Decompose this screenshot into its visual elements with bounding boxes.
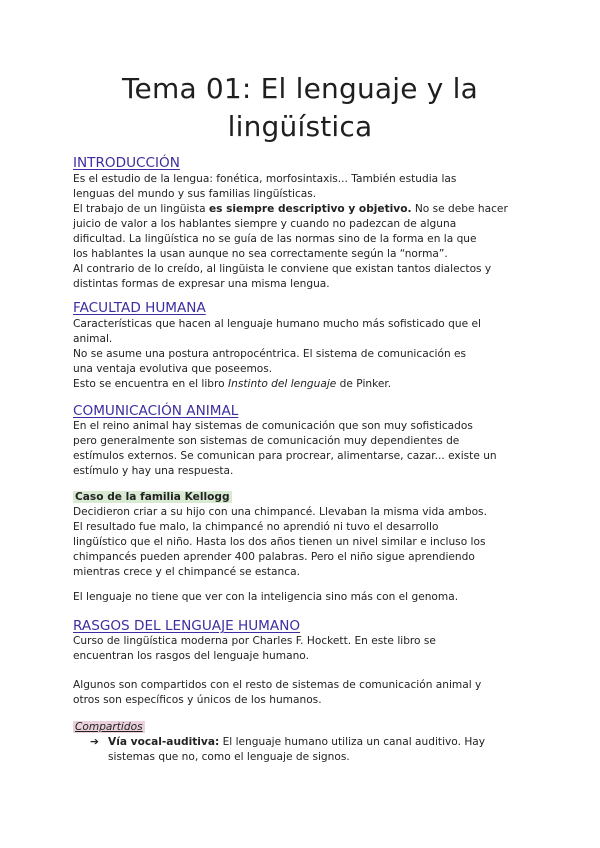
- text-line: [73, 377, 533, 392]
- text-line: lingüístico que el niño. Hasta los dos años tienen un nivel similar e incluso los: [73, 536, 486, 548]
- text-line: pero generalmente son sistemas de comunicación muy dependientes de: [73, 435, 460, 447]
- heading-introduccion: INTRODUCCIÓN: [73, 155, 180, 171]
- bold-run: Vía vocal-auditiva:: [108, 736, 220, 748]
- subheading-familia-kellogg: [73, 490, 232, 505]
- kellogg-paragraph: [73, 505, 533, 580]
- text-line: otros son específicos y únicos de los humanos.: [73, 694, 322, 706]
- text-line: Decidieron criar a su hijo con una chimpancé. Llevaban la misma vida ambos.: [73, 506, 487, 518]
- text-line: chimpancés pueden aprender 400 palabras. Pero el niño sigue aprendiendo: [73, 551, 475, 563]
- heading-comunicacion-animal: COMUNICACIÓN ANIMAL: [73, 403, 239, 419]
- title-line-2: lingüística: [227, 110, 373, 143]
- text-line: lenguas del mundo y sus familias lingüísticas.: [73, 188, 317, 200]
- book-title: Instinto del lenguaje: [228, 378, 337, 390]
- comunicacion-paragraph: [73, 419, 533, 479]
- text-line: Al contrario de lo creído, al lingüista le conviene que existan tantos dialectos y: [73, 263, 492, 275]
- text-line: sistemas que no, como el lenguaje de signos.: [108, 751, 350, 763]
- text-run: No se debe hacer: [411, 203, 508, 215]
- text-run: de Pinker.: [336, 378, 392, 390]
- intro-paragraph: [73, 172, 533, 292]
- text-line: No se asume una postura antropocéntrica. El sistema de comunicación es: [73, 348, 467, 360]
- title-line-1: Tema 01: El lenguaje y la: [122, 72, 478, 105]
- text-line: [90, 735, 540, 750]
- text-line: Curso de lingüística moderna por Charles F. Hockett. En este libro se: [73, 635, 436, 647]
- text-line: encuentran los rasgos del lenguaje humano.: [73, 650, 309, 662]
- text-line: [73, 202, 533, 217]
- facultad-paragraph: [73, 317, 533, 392]
- text-line: estímulo y hay una respuesta.: [73, 465, 234, 477]
- text-line: estímulos externos. Se comunican para procrear, alimentarse, cazar... existe un: [73, 450, 497, 462]
- text-line: dificultad. La lingüística no se guía de las normas sino de la forma en la que: [73, 233, 477, 245]
- highlighted-text: Compartidos: [75, 721, 143, 733]
- heading-facultad-humana: FACULTAD HUMANA: [73, 300, 206, 316]
- page-title: [60, 70, 540, 146]
- text-line: Algunos son compartidos con el resto de sistemas de comunicación animal y: [73, 679, 482, 691]
- arrow-bullet-icon: ➔: [90, 736, 99, 748]
- text-line: El lenguaje no tiene que ver con la inteligencia sino más con el genoma.: [73, 591, 459, 603]
- text-run: El lenguaje humano utiliza un canal auditivo. Hay: [219, 736, 486, 748]
- text-line: distintas formas de expresar una misma lengua.: [73, 278, 330, 290]
- genoma-paragraph: [73, 590, 533, 605]
- subheading-compartidos: [73, 720, 145, 735]
- text-line: los hablantes la usan aunque no sea correctamente según la “norma”.: [73, 248, 448, 260]
- heading-rasgos-lenguaje: RASGOS DEL LENGUAJE HUMANO: [73, 618, 301, 634]
- text-line: En el reino animal hay sistemas de comunicación que son muy sofisticados: [73, 420, 473, 432]
- text-run: El trabajo de un lingüista: [73, 203, 209, 215]
- rasgos-paragraph-1: [73, 634, 533, 664]
- text-line: animal.: [73, 333, 113, 345]
- text-line: una ventaja evolutiva que poseemos.: [73, 363, 273, 375]
- bold-run: es siempre descriptivo y objetivo.: [208, 203, 412, 215]
- text-line: mientras crece y el chimpancé se estanca.: [73, 566, 300, 578]
- text-line: El resultado fue malo, la chimpancé no aprendió ni tuvo el desarrollo: [73, 521, 439, 533]
- list-item: [90, 735, 540, 765]
- text-line: juicio de valor a los hablantes siempre y cuando no padezcan de alguna: [73, 218, 457, 230]
- text-line: Características que hacen al lenguaje humano mucho más sofisticado que el: [73, 318, 481, 330]
- rasgos-paragraph-2: [73, 678, 533, 708]
- text-run: Esto se encuentra en el libro: [73, 378, 229, 390]
- text-line: Es el estudio de la lengua: fonética, morfosintaxis... También estudia las: [73, 173, 457, 185]
- highlighted-text: Caso de la familia Kellogg: [75, 491, 230, 503]
